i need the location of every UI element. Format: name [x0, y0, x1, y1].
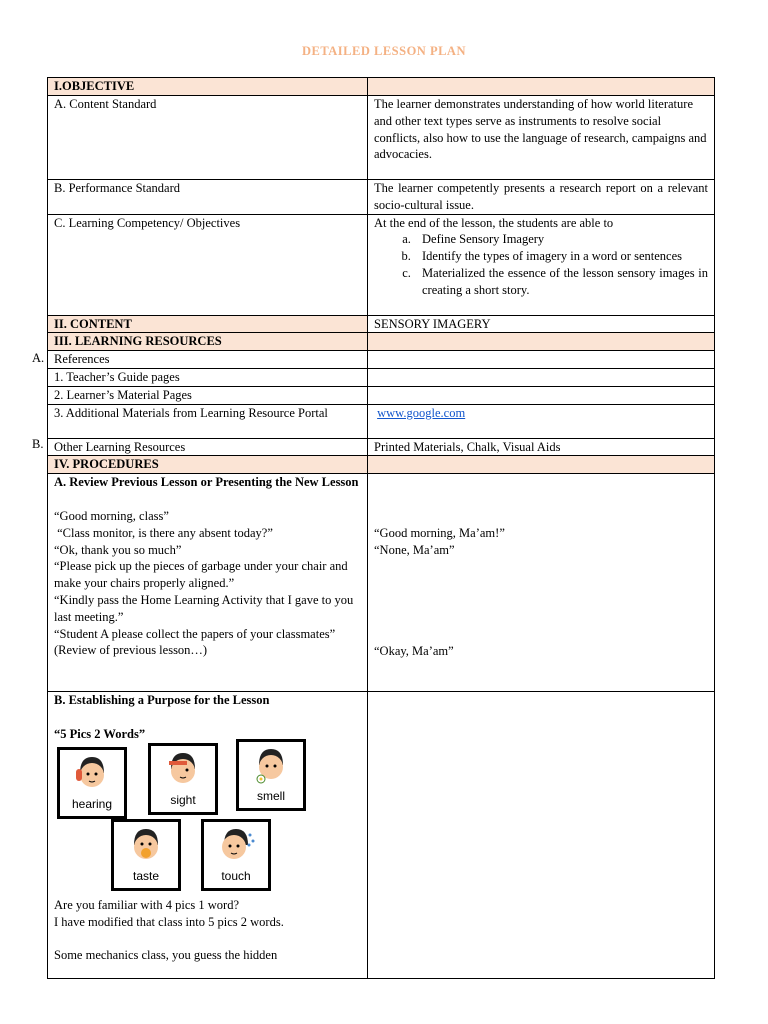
taste-card: [111, 819, 181, 891]
activity-title: “5 Pics 2 Words”: [54, 726, 146, 741]
content-value: SENSORY IMAGERY: [368, 315, 715, 333]
purpose-cell: [48, 692, 368, 979]
competency-label: C. Learning Competency/ Objectives: [48, 214, 368, 315]
student-line: “Okay, Ma’am”: [374, 643, 454, 658]
teachers-guide-value: [368, 368, 715, 386]
additional-materials-label: 3. Additional Materials from Learning Resource Portal: [48, 404, 368, 438]
procedures-header-row: [48, 456, 715, 474]
competency-row: [48, 214, 715, 315]
review-heading: A. Review Previous Lesson or Presenting the New Lesson: [54, 475, 359, 490]
hearing-card: [57, 747, 127, 819]
additional-materials-row: [48, 404, 715, 438]
student-responses-cell: [368, 474, 715, 692]
references-label: References: [48, 351, 368, 369]
document-title: DETAILED LESSON PLAN: [302, 44, 466, 58]
references-row: [48, 351, 715, 369]
content-standard-row: [48, 96, 715, 180]
hearing-label: hearing: [71, 796, 113, 811]
student-line: “Good morning, Ma’am!”: [374, 526, 505, 541]
teacher-line: “Class monitor, is there any absent today?”: [54, 525, 273, 540]
performance-standard-row: [48, 180, 715, 215]
teacher-line: “Good morning, class”: [54, 508, 169, 523]
learners-material-label: 2. Learner’s Material Pages: [48, 386, 368, 404]
other-resources-label: Other Learning Resources: [48, 438, 368, 456]
objectives-list: [374, 231, 708, 298]
review-cell: [48, 474, 368, 692]
teachers-guide-row: [48, 368, 715, 386]
other-resources-row: [48, 438, 715, 456]
purpose-heading: B. Establishing a Purpose for the Lesson: [54, 693, 270, 708]
objective-item: b. Identify the types of imagery in a word or sentences: [414, 248, 708, 265]
google-link[interactable]: www.google.com: [377, 405, 466, 420]
student-line: “None, Ma’am”: [374, 542, 455, 557]
objective-header: I.OBJECTIVE: [48, 78, 368, 96]
competency-intro: At the end of the lesson, the students are able to: [374, 215, 614, 230]
objective-header-blank: [368, 78, 715, 96]
performance-standard-label: B. Performance Standard: [48, 180, 368, 215]
objective-item: c. Materialized the essence of the lesson sensory images in creating a short story.: [414, 265, 708, 299]
content-header: II. CONTENT: [48, 315, 368, 333]
procedures-header-blank: [368, 456, 715, 474]
teacher-line: “Kindly pass the Home Learning Activity that I gave to you last meeting.”: [54, 592, 354, 624]
purpose-response-cell: [368, 692, 715, 979]
purpose-modified: I have modified that class into 5 pics 2 words.: [54, 914, 284, 929]
additional-materials-value: [368, 404, 715, 438]
teacher-line: (Review of previous lesson…): [54, 643, 208, 658]
learners-material-value: [368, 386, 715, 404]
other-resources-value: Printed Materials, Chalk, Visual Aids: [368, 438, 715, 456]
performance-standard-value: The learner competently presents a research report on a relevant socio-cultural issue.: [368, 180, 715, 215]
sight-icon: [163, 749, 203, 789]
objective-item: a. Define Sensory Imagery: [414, 231, 708, 248]
smell-icon: [251, 745, 291, 785]
smell-label: smell: [256, 788, 285, 803]
teacher-line: “Please pick up the pieces of garbage under your chair and make your chairs properly aligned.”: [54, 559, 348, 591]
learners-material-row: [48, 386, 715, 404]
touch-icon: [216, 825, 256, 865]
teacher-line: “Ok, thank you so much”: [54, 542, 182, 557]
teachers-guide-label: 1. Teacher’s Guide pages: [48, 368, 368, 386]
list-marker-b: B.: [32, 437, 44, 451]
list-marker-a: A.: [32, 351, 45, 365]
content-standard-label: A. Content Standard: [48, 96, 368, 180]
sight-card: [148, 743, 218, 815]
senses-pictures: [54, 747, 361, 897]
references-value: [368, 351, 715, 369]
hearing-icon: [72, 753, 112, 793]
content-row: [48, 315, 715, 333]
resources-header: III. LEARNING RESOURCES: [48, 333, 368, 351]
taste-icon: [126, 825, 166, 865]
smell-card: [236, 739, 306, 811]
review-row: [48, 474, 715, 692]
purpose-row: [48, 692, 715, 979]
purpose-question: Are you familiar with 4 pics 1 word?: [54, 897, 240, 912]
taste-label: taste: [132, 868, 159, 883]
sight-label: sight: [170, 792, 196, 807]
touch-label: touch: [221, 868, 251, 883]
teacher-line: “Student A please collect the papers of your classmates”: [54, 626, 336, 641]
procedures-header: IV. PROCEDURES: [48, 456, 368, 474]
resources-header-blank: [368, 333, 715, 351]
lesson-plan-table: [47, 77, 715, 979]
content-standard-value: The learner demonstrates understanding of how world literature and other text types serve as instruments to resolve social conflicts, also how to use the language of research, campaigns and advocacies.: [368, 96, 715, 180]
touch-card: [201, 819, 271, 891]
objective-header-row: [48, 78, 715, 96]
resources-header-row: [48, 333, 715, 351]
competency-cell: [368, 214, 715, 315]
purpose-mechanics: Some mechanics class, you guess the hidden: [54, 948, 278, 963]
